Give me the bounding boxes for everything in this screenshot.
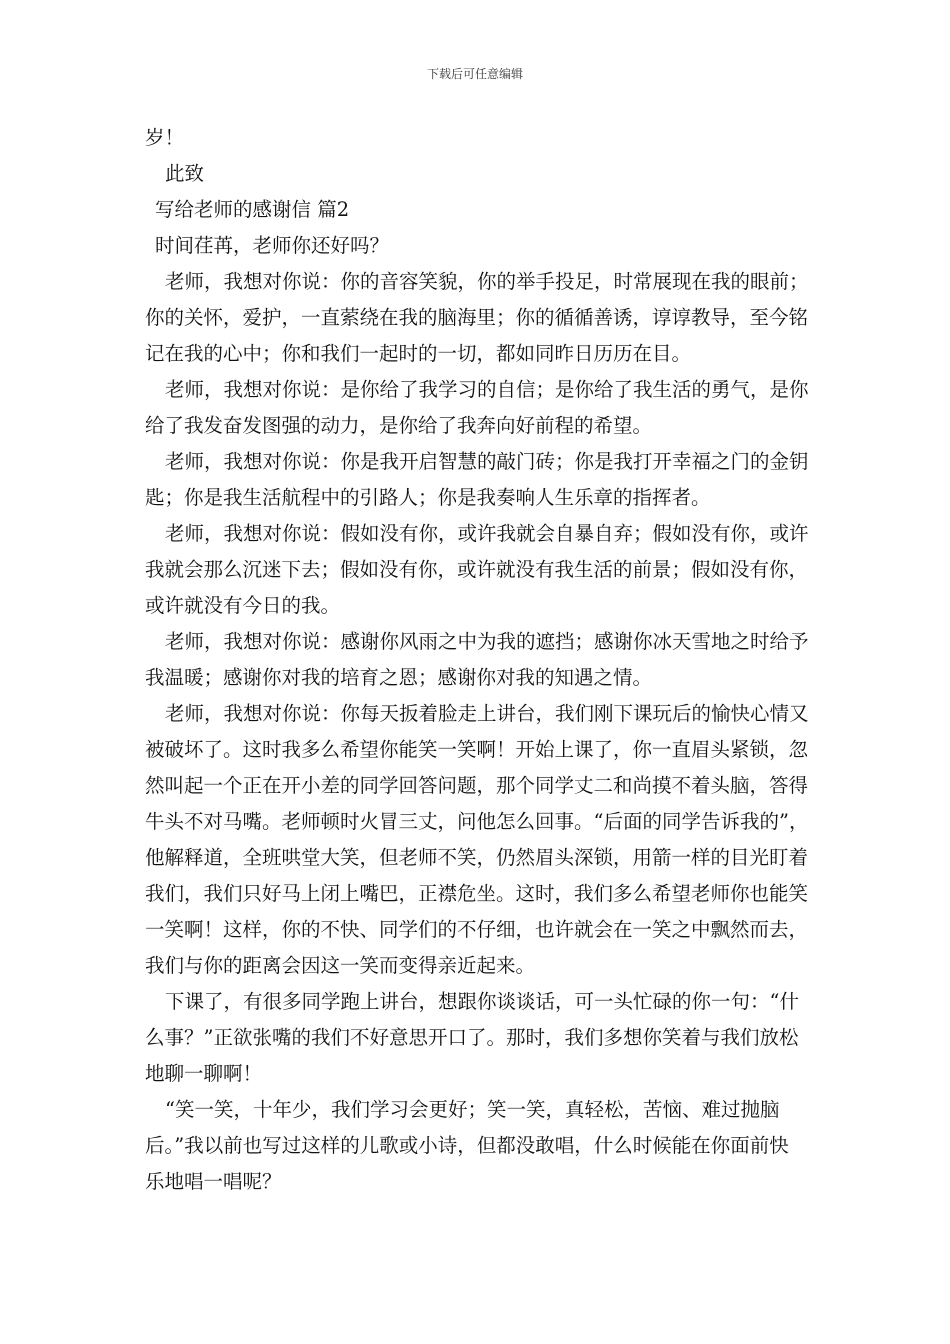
text-line: 被破坏了。这时我多么希望你能笑一笑啊！开始上课了，你一直眉头紧锁，忽 (145, 738, 809, 761)
text-line: 下课了，有很多同学跑上讲台，想跟你谈谈话，可一头忙碌的你一句：“什 (165, 990, 799, 1013)
text-line: 匙；你是我生活航程中的引路人；你是我奏响人生乐章的指挥者。 (145, 486, 711, 509)
text-line: 他解释道，全班哄堂大笑，但老师不笑，仍然眉头深锁，用箭一样的目光盯着 (145, 846, 809, 869)
text-line: 老师，我想对你说：你是我开启智慧的敲门砖；你是我打开幸福之门的金钥 (165, 450, 809, 473)
text-line: 后。”我以前也写过这样的儿歌或小诗，但都没敢唱，什么时候能在你面前快 (145, 1134, 789, 1157)
text-line: 我们与你的距离会因这一笑而变得亲近起来。 (145, 954, 536, 977)
text-line: 给了我发奋发图强的动力，是你给了我奔向好前程的希望。 (145, 414, 653, 437)
text-line: 记在我的心中；你和我们一起时的一切，都如同昨日历历在目。 (145, 342, 692, 365)
text-line: 老师，我想对你说：假如没有你，或许我就会自暴自弃；假如没有你，或许 (165, 522, 809, 545)
text-line: 时间荏苒，老师你还好吗？ (155, 234, 390, 257)
text-line: 老师，我想对你说：感谢你风雨之中为我的遮挡；感谢你冰天雪地之时给予 (165, 630, 809, 653)
text-line: 一笑啊！这样，你的不快、同学们的不仔细，也许就会在一笑之中飘然而去， (145, 918, 809, 941)
text-line: 老师，我想对你说：你的音容笑貌，你的举手投足，时常展现在我的眼前； (165, 270, 809, 293)
text-line: 岁！ (145, 126, 185, 149)
text-line: “笑一笑，十年少，我们学习会更好；笑一笑，真轻松，苦恼、难过抛脑 (165, 1098, 780, 1121)
text-line: 你的关怀，爱护，一直萦绕在我的脑海里；你的循循善诱，谆谆教导，至今铭 (145, 306, 809, 329)
text-line: 乐地唱一唱呢？ (145, 1170, 282, 1193)
text-line: 老师，我想对你说：你每天扳着脸走上讲台，我们刚下课玩后的愉快心情又 (165, 702, 809, 725)
text-line: 然叫起一个正在开小差的同学回答问题，那个同学丈二和尚摸不着头脑，答得 (145, 774, 809, 797)
text-line: 此致 (165, 162, 205, 185)
text-line: 我就会那么沉迷下去；假如没有你，或许就没有我生活的前景；假如没有你， (145, 558, 809, 581)
page-header: 下载后可任意编辑 (426, 67, 523, 81)
document-body (145, 120, 825, 1200)
text-line: 我们，我们只好马上闭上嘴巴，正襟危坐。这时，我们多么希望老师你也能笑 (145, 882, 809, 905)
text-line: 地聊一聊啊！ (145, 1062, 263, 1085)
text-line: 老师，我想对你说：是你给了我学习的自信；是你给了我生活的勇气，是你 (165, 378, 809, 401)
text-line: 我温暖；感谢你对我的培育之恩；感谢你对我的知遇之情。 (145, 666, 653, 689)
text-line: 么事？”正欲张嘴的我们不好意思开口了。那时，我们多想你笑着与我们放松 (145, 1026, 799, 1049)
text-line: 写给老师的感谢信 篇2 (155, 198, 350, 221)
text-line: 牛头不对马嘴。老师顿时火冒三丈，问他怎么回事。“后面的同学告诉我的”， (145, 810, 809, 833)
text-line: 或许就没有今日的我。 (145, 594, 341, 617)
